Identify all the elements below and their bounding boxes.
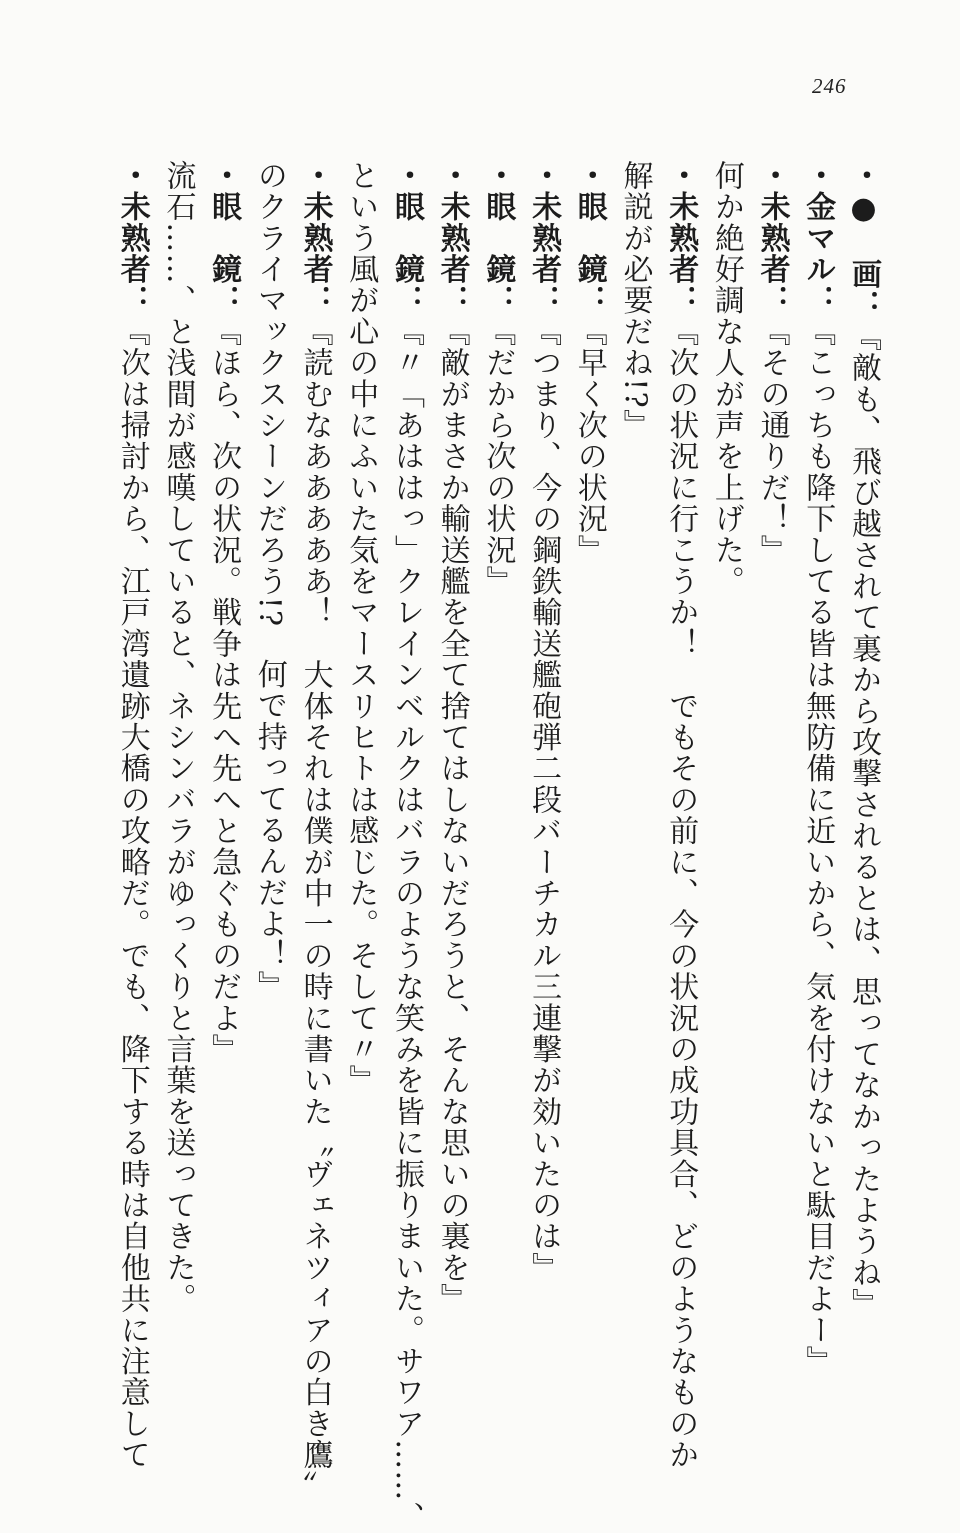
speaker-separator: ：: [526, 284, 562, 317]
speaker-separator: ：: [800, 284, 836, 317]
text-line: [292, 160, 338, 1502]
speaker-label: ・金マル: [800, 160, 836, 285]
text-line: [246, 160, 292, 1320]
text-line: [657, 160, 703, 1471]
speaker-label: ・眼 鏡: [571, 160, 607, 285]
text-line: [200, 160, 246, 1320]
dialogue-text: 『つまり、今の鋼鉄輸送艦砲弾二段バーチカル三連撃が効いたのは』: [526, 316, 562, 1284]
dialogue-text: 『その通りだ！』: [754, 316, 790, 566]
speaker-separator: ：: [754, 284, 790, 317]
speaker-label: ・未熟者: [526, 160, 562, 285]
speaker-separator: ：: [846, 289, 881, 322]
speaker-separator: ：: [206, 284, 242, 317]
speaker-label: ・眼 鏡: [388, 160, 424, 285]
speaker-label: ・未熟者: [663, 160, 699, 285]
page-number: 246: [812, 74, 847, 98]
text-line: [840, 160, 886, 1320]
speaker-separator: ：: [114, 284, 150, 317]
dialogue-text: 『次の状況に行こうか！ でもその前に、今の状況の成功具合、どのようなものか: [663, 316, 699, 1471]
text-line: [475, 160, 521, 1320]
speaker-separator: ：: [663, 284, 699, 317]
dialogue-text: 『ほら、次の状況。戦争は先へ先へと急ぐものだよ』: [206, 316, 242, 1065]
dialogue-text: 『早く次の状況』: [571, 316, 607, 566]
speaker-label: ・未熟者: [114, 160, 150, 285]
text-line: [155, 160, 201, 1320]
narration-text: 解説が必要だね!?』: [617, 160, 653, 441]
speaker-separator: ：: [434, 284, 470, 317]
text-line: [383, 160, 429, 1533]
speaker-separator: ：: [571, 284, 607, 317]
dialogue-text: 『敵がまさか輸送艦を全て捨てはしないだろうと、そんな思いの裏を』: [434, 316, 470, 1315]
text-line: [703, 160, 749, 1320]
dialogue-text: 『〃「あははっ」クレインベルクはバラのような笑みを皆に振りまいた。サワア……、: [388, 316, 424, 1533]
narration-text: のクライマックスシーンだろう!? 何で持ってるんだよ！』: [251, 160, 287, 1002]
text-line: [109, 160, 155, 1471]
speaker-label: ・未熟者: [297, 160, 333, 285]
speaker-label: ・未熟者: [434, 160, 470, 285]
speaker-label: ・● 画: [846, 160, 881, 290]
dialogue-text: 『次は掃討から、江戸湾遺跡大橋の攻略だ。でも、降下する時は自他共に注意して: [114, 316, 150, 1471]
text-line: [612, 160, 658, 1320]
text-line: [566, 160, 612, 1320]
text-line: [520, 160, 566, 1320]
speaker-label: ・未熟者: [754, 160, 790, 285]
narration-text: 何か絶好調な人が声を上げた。: [708, 160, 744, 597]
dialogue-text: 『読むなあああああ！ 大体それは僕が中一の時に書いた〝ヴェネツィアの白き鷹〟: [297, 316, 333, 1502]
dialogue-text: 『こっちも降下してる皆は無防備に近いから、気を付けないと駄目だよー』: [800, 316, 836, 1377]
dialogue-text: 『だから次の状況』: [480, 316, 516, 597]
text-line: [338, 160, 384, 1320]
narration-text: 流石……、と浅間が感嘆していると、ネシンバラがゆっくりと言葉を送ってきた。: [160, 160, 196, 1315]
text-line: [429, 160, 475, 1320]
speaker-label: ・眼 鏡: [206, 160, 242, 285]
text-line: [795, 160, 841, 1377]
text-line: [749, 160, 795, 1320]
speaker-label: ・眼 鏡: [480, 160, 516, 285]
speaker-separator: ：: [297, 284, 333, 317]
speaker-separator: ：: [480, 284, 516, 317]
vertical-text-body: [109, 160, 886, 1533]
narration-text: という風が心の中にふいた気をマースリヒトは感じた。そして〃』: [343, 160, 379, 1096]
dialogue-text: 『敵も、飛び越されて裏から攻撃されるとは、思ってなかったようね』: [846, 321, 881, 1320]
speaker-separator: ：: [388, 284, 424, 317]
